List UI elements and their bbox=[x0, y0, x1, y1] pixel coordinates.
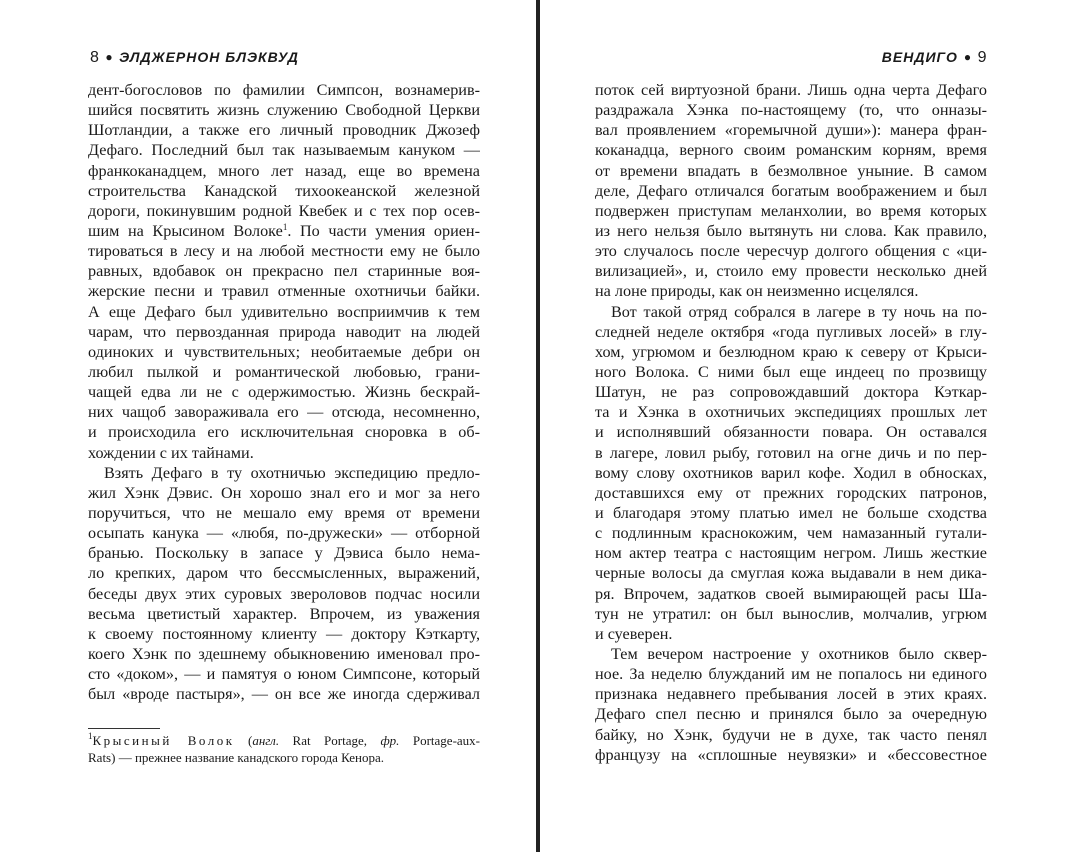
text-line: вому слову охотников варил кофе. Ходил в обносках, bbox=[595, 463, 987, 482]
footnote-ref: 1 bbox=[282, 221, 288, 232]
text-line: осыпать канука — «любя, по-дружески» — отборной bbox=[88, 524, 480, 543]
footnote-term: Крысиный Волок bbox=[92, 733, 235, 748]
text-line: ного Волока. С ними был еще индеец по прозвищу bbox=[595, 362, 987, 381]
text-line: любил пылкой и романтической любовью, грани- bbox=[88, 362, 480, 381]
footnote bbox=[88, 732, 480, 766]
right-page bbox=[540, 0, 1077, 852]
text-line: следней неделе октября «года пугливых лосей» в глу- bbox=[595, 322, 987, 341]
right-body-text bbox=[595, 80, 987, 765]
text-line: поток сей виртуозной брани. Лишь одна черта Дефаго bbox=[595, 81, 987, 99]
text-line: жил Хэнк Дэвис. Он хорошо знал его и мог за него bbox=[88, 483, 480, 502]
text-line: черные волосы да смуглая кожа выдавали в нем дика- bbox=[595, 564, 987, 583]
text-line: поручиться, что не мешало ему время от времени bbox=[88, 503, 480, 522]
line-text-before: шим на Крысином Волоке bbox=[88, 221, 283, 240]
text-line: на лоне природы, как он неизменно исцелялся. bbox=[595, 282, 919, 301]
text-line: жерские песни и травил отменные охотничьи байки. bbox=[88, 282, 480, 301]
text-line: хом, угрюмом и безлюдном краю к северу от Крыси- bbox=[595, 342, 987, 361]
text-line: от времени впадать в безмолвное уныние. В самом bbox=[595, 161, 987, 180]
text-line: одиноких и чувствительных; необитаемые дебри он bbox=[88, 342, 480, 361]
text-line: признака недавнего пребывания лосей в этих краях. bbox=[595, 685, 987, 704]
left-page bbox=[0, 0, 536, 852]
footnote-rule bbox=[88, 728, 160, 729]
text-line: коканадца, верного своим романским корням, время bbox=[595, 141, 987, 160]
text-line: чащей едва ли не с одержимостью. Жизнь бескрай- bbox=[88, 383, 480, 402]
text-line: вилизацией», и, стоило ему провести несколько дней bbox=[595, 262, 987, 281]
text-line: и суеверен. bbox=[595, 624, 673, 643]
footnote-line bbox=[88, 732, 480, 749]
text-line: та и Хэнка в охотничьих экспедициях прошлых лет bbox=[595, 403, 987, 422]
text-line: Шатун, не раз сопровождавший доктора Кэткар- bbox=[595, 383, 987, 402]
text-line: строительства Канадской тихоокеанской железной bbox=[88, 181, 480, 200]
text-line: бранью. Поскольку в запасе у Дэвиса было нема- bbox=[88, 544, 480, 563]
left-page-number: 8 bbox=[90, 49, 100, 66]
left-body-text bbox=[88, 80, 480, 704]
right-running-header bbox=[882, 49, 987, 67]
header-bullet: ● bbox=[105, 50, 114, 64]
text-line: хождении с их тайнами. bbox=[88, 443, 254, 462]
footnote-fr: Portage-aux- bbox=[399, 733, 480, 748]
text-line: байку, но Хэнк, будучи не в духе, так часто пенял bbox=[595, 725, 987, 744]
text-line: в лагере, ловил рыбу, готовил на огне дичь и по пер- bbox=[595, 443, 987, 462]
text-line: чарам, что первозданная природа наводит на людей bbox=[88, 322, 480, 341]
text-line: деле, Дефаго отличался богатым воображением и был bbox=[595, 181, 987, 200]
text-line: подвержен приступам меланхолии, во время которых bbox=[595, 201, 987, 220]
text-line: тироваться в лесу и на любой местности ему не было bbox=[88, 242, 480, 261]
text-line: и благодаря этому платью имел не больше сходства bbox=[595, 503, 987, 522]
line-text-after: . По части умения ориен- bbox=[287, 221, 480, 240]
text-line: из него нельзя было вытянуть ни слова. Как правило, bbox=[595, 221, 987, 240]
footnote-line: Rats) — прежнее название канадского города Кенора. bbox=[88, 750, 385, 765]
text-line: доставшихся ему от прежних городских патронов, bbox=[595, 483, 987, 502]
text-line: Тем вечером настроение у охотников было сквер- bbox=[611, 644, 987, 663]
text-line: Шотландии, а также его личный проводник Джозеф bbox=[88, 121, 480, 140]
text-line: к своему постоянному клиенту — доктору Кэткарту, bbox=[88, 624, 480, 643]
text-line: равных, вдобавок он прекрасно пел старинные воя- bbox=[88, 262, 480, 281]
footnote-marker: 1 bbox=[88, 732, 93, 741]
footnote-lang-en: англ. bbox=[252, 733, 280, 748]
footnote-en: Rat Portage, bbox=[279, 733, 381, 748]
text-line: ное. За неделю блужданий им не попалось ни единого bbox=[595, 665, 987, 684]
footnote-paren: ( bbox=[234, 733, 253, 748]
text-line: и происходила его исключительная сноровка в об- bbox=[88, 423, 480, 442]
text-line: раздражала Хэнка по-настоящему (то, что онназы- bbox=[595, 101, 987, 120]
text-line: дороги, покинувшим родной Квебек и с тех пор осев- bbox=[88, 201, 480, 220]
left-running-title: ЭЛДЖЕРНОН БЛЭКВУД bbox=[119, 49, 299, 65]
text-line: Дефаго. Последний был так называемым кануком — bbox=[88, 141, 480, 160]
left-running-header bbox=[90, 49, 299, 67]
text-line: ря. Впрочем, задатков своей вымирающей расы Ша- bbox=[595, 584, 987, 603]
text-line-with-footnote-ref bbox=[88, 221, 480, 241]
text-line: коего Хэнк по здешнему обыкновению именовал про- bbox=[88, 644, 480, 663]
text-line: весьма цветистый характер. Впрочем, из уважения bbox=[88, 604, 480, 623]
text-line: был «вроде пастыря», — он все же иногда сдерживал bbox=[88, 685, 480, 704]
text-line: ном актер театра с настоящим негром. Лишь жесткие bbox=[595, 544, 987, 563]
text-line: беседы двух этих суровых звероловов подчас носили bbox=[88, 584, 480, 603]
text-line: шийся посвятить жизнь служению Свободной Церкви bbox=[88, 101, 480, 120]
text-line: А еще Дефаго был удивительно восприимчив к тем bbox=[88, 302, 480, 321]
text-line: тун не утратил: он был вынослив, молчалив, угрюм bbox=[595, 604, 987, 623]
text-line: Вот такой отряд собрался в лагере в ту ночь на по- bbox=[611, 302, 987, 321]
text-line: ло крепких, даром что бессмысленных, выражений, bbox=[88, 564, 480, 583]
text-line: дент-богословов по фамилии Симпсон, вознамерив- bbox=[88, 81, 480, 99]
text-line: франкоканадцем, много лет назад, еще во времена bbox=[88, 161, 480, 180]
text-line: это случалось после чересчур долгого общения с «ци- bbox=[595, 242, 987, 261]
text-line: сто «доком», — и памятуя о юном Симпсоне, который bbox=[88, 665, 480, 684]
text-line: с подлинным краснокожим, чем намазанный гутали- bbox=[595, 524, 987, 543]
text-line: них чащоб завораживала его — отсюда, несомненно, bbox=[88, 403, 480, 422]
text-line: французу на «сплошные неувязки» и «бессовестное bbox=[595, 745, 987, 764]
text-line: и исполнявший обязанности повара. Он оставался bbox=[595, 423, 987, 442]
header-bullet: ● bbox=[963, 50, 972, 64]
footnote-lang-fr: фр. bbox=[380, 733, 400, 748]
text-line: Взять Дефаго в ту охотничью экспедицию предло- bbox=[104, 463, 480, 482]
right-page-number: 9 bbox=[977, 49, 987, 66]
right-running-title: ВЕНДИГО bbox=[881, 49, 958, 65]
text-line: вал проявлением «горемычной души»): манера фран- bbox=[595, 121, 987, 140]
text-line: Дефаго спел песню и принялся было за очередную bbox=[595, 705, 987, 724]
